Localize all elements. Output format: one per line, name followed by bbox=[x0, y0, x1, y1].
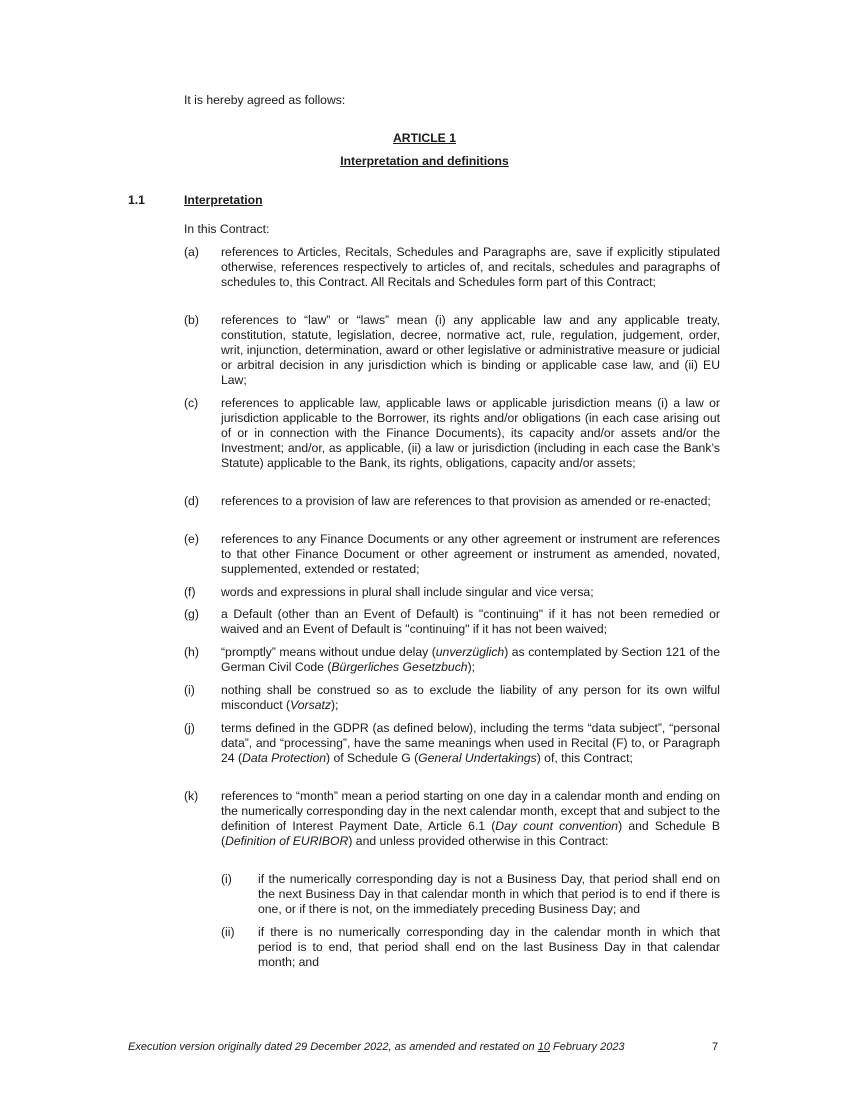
clause-text: references to any Finance Documents or any other agreement or instrument are references to that other Finance Document or other agreement or instrument as amended, novated, supplemented, extended or restated; bbox=[221, 532, 720, 576]
clause-k bbox=[184, 789, 720, 849]
article-title: Interpretation and definitions bbox=[340, 154, 509, 168]
clause-label: (k) bbox=[184, 789, 199, 803]
section-title: Interpretation bbox=[184, 193, 263, 207]
clause-label: (g) bbox=[184, 607, 199, 621]
footer-text: Execution version originally dated 29 December 2022, as amended and restated on 10 February 2023 bbox=[128, 1041, 625, 1053]
clause-e bbox=[184, 532, 720, 577]
section-number: 1.1 bbox=[128, 193, 145, 207]
subclause-ii bbox=[221, 925, 720, 970]
clause-text: references to “law” or “laws” mean (i) any applicable law and any applicable treaty, constitution, statute, legislation, decree, normative act, rule, regulation, judgement, order, writ, injunction, determination, award or other legislative or administrative measure or judicial or arbitral decision in any jurisdiction which is binding or applicable case law, and (ii) EU Law; bbox=[221, 313, 720, 387]
subclause-i bbox=[221, 872, 720, 917]
clause-a bbox=[184, 245, 720, 290]
subclause-label: (i) bbox=[221, 872, 232, 886]
subclause-text: if the numerically corresponding day is not a Business Day, that period shall end on the next Business Day in that calendar month in which that period is to end if there is one, or if there is not, on the immediately preceding Business Day; and bbox=[258, 872, 720, 916]
clause-f bbox=[184, 585, 720, 600]
subclause-label: (ii) bbox=[221, 925, 235, 939]
clause-label: (j) bbox=[184, 721, 195, 735]
clause-h bbox=[184, 645, 720, 675]
clause-label: (h) bbox=[184, 645, 199, 659]
article-number: ARTICLE 1 bbox=[393, 131, 456, 145]
clause-text: references to Articles, Recitals, Schedules and Paragraphs are, save if explicitly stipulated otherwise, references respectively to articles of, and recitals, schedules and paragraphs of schedules to, this Contract. All Recitals and Schedules form part of this Contract; bbox=[221, 245, 720, 289]
intro-text: It is hereby agreed as follows: bbox=[184, 93, 346, 107]
clause-label: (a) bbox=[184, 245, 199, 259]
clause-label: (d) bbox=[184, 494, 199, 508]
clause-text: references to a provision of law are references to that provision as amended or re-enacted; bbox=[221, 494, 711, 508]
clause-label: (i) bbox=[184, 683, 195, 697]
clause-text: references to applicable law, applicable laws or applicable jurisdiction means (i) a law or jurisdiction applicable to the Borrower, its rights and/or obligations (in each case arising out of or in connection with the Finance Documents), its capacity and/or assets and/or the Investment; and/or, as applicable, (ii) a law or jurisdiction (including in each case the Bank’s Statute) applicable to the Bank, its rights, obligations, capacity and/or assets; bbox=[221, 396, 720, 470]
clause-text: “promptly” means without undue delay (unverzüglich) as contemplated by Section 121 of the German Civil Code (Bürgerliches Gesetzbuch); bbox=[221, 645, 720, 674]
clause-label: (b) bbox=[184, 313, 199, 327]
clause-label: (f) bbox=[184, 585, 196, 599]
clause-text: references to “month” mean a period starting on one day in a calendar month and ending on the numerically corresponding day in the next calendar month, except that and subject to the definition of Interest Payment Date, Article 6.1 (Day count convention) and Schedule B (Definition of EURIBOR) and unless provided otherwise in this Contract: bbox=[221, 789, 720, 848]
clause-i bbox=[184, 683, 720, 713]
page-number: 7 bbox=[712, 1041, 719, 1053]
clause-text: a Default (other than an Event of Default) is "continuing" if it has not been remedied or waived and an Event of Default is "continuing" if it has not been waived; bbox=[221, 607, 720, 636]
clause-g bbox=[184, 607, 720, 637]
subclause-text: if there is no numerically corresponding day in the calendar month in which that period is to end, that period shall end on the last Business Day in that calendar month; and bbox=[258, 925, 720, 969]
clause-b bbox=[184, 313, 720, 388]
clause-label: (c) bbox=[184, 396, 199, 410]
clause-label: (e) bbox=[184, 532, 199, 546]
section-lead: In this Contract: bbox=[184, 222, 270, 236]
clause-text: terms defined in the GDPR (as defined below), including the terms “data subject”, “personal data”, and “processing”, have the same meanings when used in Recital (F) to, or Paragraph 24 (Data Protection) of Schedule G (General Undertakings) of, this Contract; bbox=[221, 721, 720, 765]
clause-j bbox=[184, 721, 720, 766]
clause-c bbox=[184, 396, 720, 471]
clause-text: nothing shall be construed so as to exclude the liability of any person for its own wilful misconduct (Vorsatz); bbox=[221, 683, 720, 712]
clause-d bbox=[184, 494, 720, 509]
clause-text: words and expressions in plural shall include singular and vice versa; bbox=[221, 585, 594, 599]
